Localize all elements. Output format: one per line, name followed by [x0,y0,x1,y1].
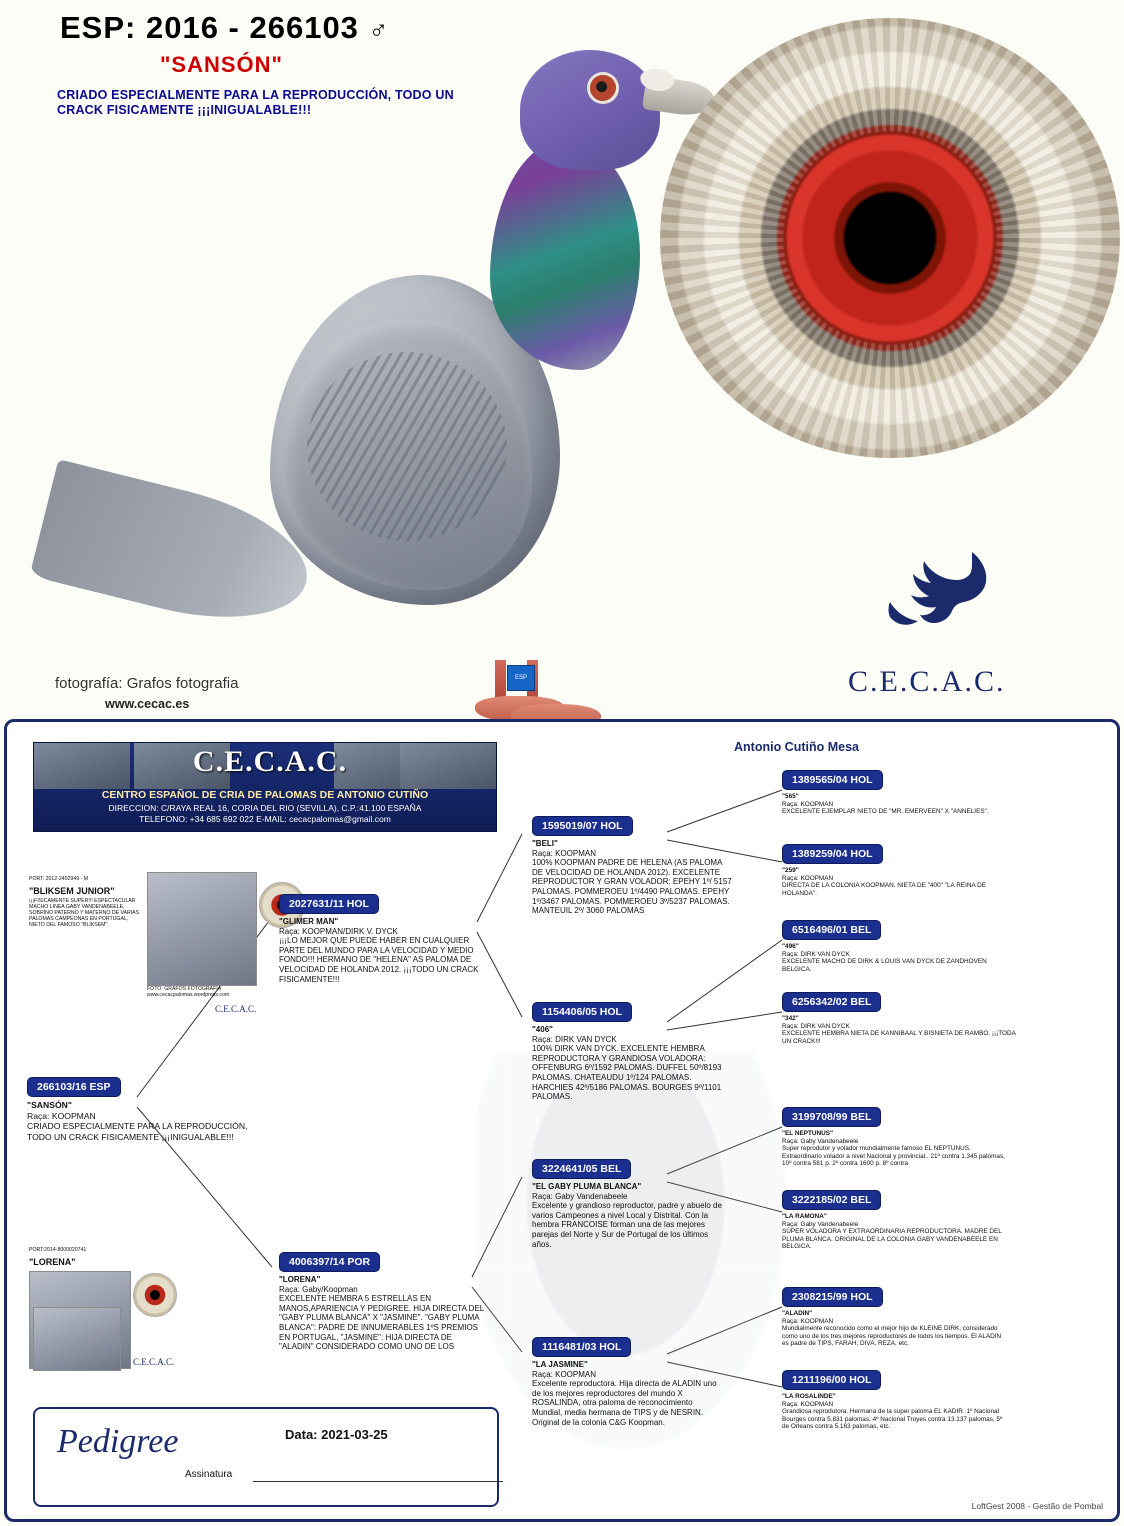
pigeon-neck [490,140,640,370]
node-name: "259" [782,867,799,874]
node-text: Grandiosa reprodutora. Hermana de la super paloma EL KADIR. 1º Nacional Bourges contra 5.831 palomas, 4º Nacional Troyes contra 13.137 palomas, 5º de Orleans contra 5.163 palomas, etc. [782,1408,1003,1431]
pedigree-node-gp-3[interactable] [532,1159,724,1249]
node-body [782,793,997,816]
node-ring-tag[interactable]: 1116481/03 HOL [532,1337,631,1357]
pedigree-node-gp-2[interactable] [532,1002,732,1102]
pedigree-node-ggp-5[interactable] [782,1107,1007,1168]
node-name: "BELI" [532,839,558,848]
node-text: Excelente y grandioso reproductor, padre y abuelo de varios Campeones a nivel Local y Distrital. Con la hembra FRANCOISE forman una de las mejores parejas del Norte y Sur de Portugal de los últimos años. [532,1201,722,1249]
node-text: EXCELENTE EJEMPLAR NIETO DE "MR. EMERVEEN" X "ANNELIES". [782,808,989,816]
pedigree-node-subject[interactable] [27,1077,267,1142]
node-name: "EL NEPTUNUS" [782,1130,834,1137]
node-ring-tag[interactable]: 1389259/04 HOL [782,844,883,864]
loftgest-credit: LoftGest 2008 - Gestão de Pombal [971,1501,1103,1511]
node-name: "LA JASMINE" [532,1360,588,1369]
node-body [782,1015,1017,1045]
node-text: EXCELENTE HEMBRA 5 ESTRELLAS EN MANOS,APARIENCIA Y PEDIGREE. HIJA DIRECTA DEL "GABY PLUMA BLANCA" X "JASMINE". "GABY PLUMA BLANCA": PADRE DE INNUMERABLES 1ºS PREMIOS EN PORTUGAL, "JASMINE": HIJA DIRECTA DE "ALADIN" CONSIDERADO COMO UNO DE LOS [279,1294,484,1352]
node-body [279,1275,484,1352]
banner-address [34,803,496,825]
side-card-photo-2 [33,1307,121,1371]
banner-subtitle: CENTRO ESPAÑOL DE CRIA DE PALOMAS DE ANTONIO CUTIÑO [101,789,429,801]
pigeon-photo-panel [0,0,1124,718]
pedigree-panel [4,719,1120,1522]
ring-number: ESP: 2016 - 266103 [60,10,359,45]
node-text: Super reprodutor y volador mundialmente famoso EL NEPTUNUS. Extraordinario volador a nivel Nacional y provincial.. 21º contra 1.345 palomas, 10º contra 581 p. 2º contra 1600 p. 8º contra [782,1145,1005,1168]
pigeon-illustration [20,20,680,710]
node-ring-tag[interactable]: 266103/16 ESP [27,1077,121,1097]
node-race: Raça: DIRK VAN DYCK [782,950,850,958]
node-name: "496" [782,943,799,950]
node-name: "406" [532,1025,553,1034]
node-race: Raça: KOOPMAN/DIRK V. DYCK [279,926,398,936]
node-ring-tag[interactable]: 6256342/02 BEL [782,992,881,1012]
pedigree-node-dam[interactable] [279,1252,484,1352]
node-body [279,917,479,984]
pedigree-node-ggp-2[interactable] [782,844,997,897]
node-text: ¡¡¡LO MEJOR QUE PUEDE HABER EN CUALQUIER PARTE DEL MUNDO PARA LA VELOCIDAD Y MEDIO FONDO!!! HERMANO DE "HELENA" AS PALOMA DE VELOCIDAD DE HOLANDA 2012. ¡¡¡TODO UN CRACK FISICAMENTE!!! [279,936,479,984]
node-ring-tag[interactable]: 3224641/05 BEL [532,1159,631,1179]
signature-line[interactable] [253,1481,503,1482]
pedigree-node-gp-4[interactable] [532,1337,724,1427]
node-text: EXCELENTE MACHO DE DIRK & LOUIS VAN DYCK DE ZANDHOVEN BELGICA. [782,958,987,973]
node-name: "565" [782,793,799,800]
node-text: Mundialmente reconocido como el mejor hijo de KLEINE DIRK, considerado como uno de los tres mejores reproductores de todos los tiempos. El ALADIN es padre de TIPS, FARAH, DIVA, REZA, etc. [782,1325,1002,1348]
leg-ring: ESP [507,665,535,691]
node-name: "GLIMER MAN" [279,917,339,926]
side-card-text: ¡¡¡FISICAMENTE SUPER!!! ESPECTACULAR MACHO LINEA GABY VANDENABEELE, SOBRINO PATERNO Y MATERNO DE VARIAS PALOMAS CAMPEONAS EN PORTUGAL, NIETO DEL FAMOSO "BLIKSEM". [29,898,140,928]
pedigree-node-gp-1[interactable] [532,816,732,916]
node-race: Raça: Gaby Vandenabeele [782,1220,859,1228]
pedigree-node-sire[interactable] [279,894,479,984]
side-card-photo [147,872,257,986]
node-body [532,1182,724,1249]
banner-address-line: DIRECCION: C/RAYA REAL 16, CORIA DEL RIO (SEVILLA), C.P.:41.100 ESPAÑA [108,803,422,813]
side-card-name: "LORENA" [29,1257,76,1267]
node-name: "SANSÓN" [27,1100,72,1110]
eye-macro-photo [660,18,1120,458]
pedigree-node-ggp-8[interactable] [782,1370,1007,1431]
side-card-logo: C.E.C.A.C. [215,1004,257,1014]
breeder-name: Antonio Cutiño Mesa [734,740,859,754]
pedigree-node-ggp-6[interactable] [782,1190,1007,1251]
banner-contact-line: TELEFONO: +34 685 692 022 E-MAIL: cecacpalomas@gmail.com [139,814,391,824]
node-ring-tag[interactable]: 3199708/99 BEL [782,1107,881,1127]
node-race: Raça: DIRK VAN DYCK [532,1034,617,1044]
node-ring-tag[interactable]: 3222185/02 BEL [782,1190,881,1210]
node-body [782,1130,1007,1168]
pedigree-footer-box [33,1407,499,1507]
website-url: www.cecac.es [105,697,190,711]
banner-title: C.E.C.A.C. [192,745,348,778]
node-text: DIRECTA DE LA COLONIA KOOPMAN. NIETA DE "400" "LA REINA DE HOLANDA". [782,882,987,897]
pedigree-word: Pedigree [57,1423,179,1460]
node-race: Raça: KOOPMAN [782,800,834,808]
node-name: "LORENA" [279,1275,321,1284]
pigeon-nickname: "SANSÓN" [160,52,283,77]
node-race: Raça: KOOPMAN [532,1369,597,1379]
pigeon-head [520,50,660,170]
node-name: "EL GABY PLUMA BLANCA" [532,1182,642,1191]
node-ring-tag[interactable]: 4006397/14 POR [279,1252,380,1272]
cecac-logo-text: C.E.C.A.C. [848,665,1006,698]
side-card-bliksem-junior [29,872,289,1022]
page-title [60,10,389,46]
pigeon-wing [282,320,532,590]
node-race: Raça: Gaby Vandenabeele [532,1191,628,1201]
signature-label: Assinatura [185,1469,233,1480]
node-ring-tag[interactable]: 1211196/00 HOL [782,1370,881,1390]
node-name: "LA ROSALINDE" [782,1393,836,1400]
node-text: EXCELENTE HEMBRA NIETA DE KANNIBAAL Y BISNIETA DE RAMBO. ¡¡¡TODA UN CRACK!!! [782,1030,1016,1045]
pedigree-node-ggp-7[interactable] [782,1287,1007,1348]
pedigree-node-ggp-4[interactable] [782,992,1017,1045]
node-text: SÚPER VOLADORA Y EXTRAORDINARIA REPRODUCTORA. MADRE DEL PLUMA BLANCA. ORIGINAL DE LA COLONIA GABY VANDENABEELE EN BELGICA. [782,1228,1002,1251]
node-ring-tag[interactable]: 2027631/11 HOL [279,894,379,914]
node-ring-tag[interactable]: 1595019/07 HOL [532,816,633,836]
node-name: "342" [782,1015,799,1022]
node-body [532,1025,732,1102]
pedigree-node-ggp-1[interactable] [782,770,997,816]
node-body [532,1360,724,1427]
node-race: Raça: KOOPMAN [27,1110,96,1121]
photo-credit: fotografía: Grafos fotografia [55,675,239,692]
pigeon-description: CRIADO ESPECIALMENTE PARA LA REPRODUCCIÓN, TODO UN CRACK FISICAMENTE ¡¡¡INIGUALABLE!!! [57,88,454,117]
node-ring-tag[interactable]: 1389565/04 HOL [782,770,883,790]
node-race: Raça: KOOPMAN [782,1400,834,1408]
node-race: Raça: DIRK VAN DYCK [782,1022,850,1030]
node-body [782,1213,1007,1251]
node-race: Raça: Gaby Vandenabeele [782,1137,859,1145]
node-text: Excelente reproductora. Hija directa de ALADIN uno de los mejores reproductores del mundo X ROSALINDA, otra paloma de reconocimiento Mundial, media hermana de TIPS y de NESRIN. Original de la colonia C&G Koopman. [532,1379,717,1427]
dove-logo-icon [880,540,1000,650]
side-card-credit: FOTO: GRAFOS FOTOGRAFIA www.cecacpalomas.wordpress.com [147,986,230,998]
node-ring-tag[interactable]: 1154406/05 HOL [532,1002,632,1022]
node-body [782,867,997,897]
node-name: "LA RAMONA" [782,1213,827,1220]
node-body [782,943,997,973]
node-body [27,1100,267,1142]
node-text: CRIADO ESPECIALMENTE PARA LA REPRODUCCIÓN, TODO UN CRACK FISICAMENTE ¡¡¡INIGUALABLE!!! [27,1121,248,1142]
node-body [532,839,732,916]
sex-symbol: ♂ [368,14,390,44]
node-text: 100% DIRK VAN DYCK. EXCELENTE HEMBRA REPRODUCTORA Y GRANDIOSA VOLADORA: OFFENBURG 6º/1592 PALOMAS. DUFFEL 50º/8193 PALOMAS. CHATEAUDU 1º/124 PALOMAS. HARCHIES 42º/5186 PALOMAS. BOURGES 9º/1101 PALOMAS. [532,1044,722,1102]
node-race: Raça: KOOPMAN [782,1317,834,1325]
side-card-port: PORT: 2012-2402949 - M [29,876,89,882]
pigeon-eye [590,75,616,101]
pedigree-node-ggp-3[interactable] [782,920,997,973]
side-card-lorena [29,1247,289,1397]
cecac-banner [33,742,497,832]
banner-photo-1 [34,743,130,789]
node-text: 100% KOOPMAN PADRE DE HELENA (AS PALOMA DE VELOCIDAD DE HOLANDA 2012). EXCELENTE REPRODUCTOR Y GRAN VOLADOR: EPEHY 1º/ 5157 PALOMAS. POMMEROEU 1º/4490 PALOMAS. EPEHY 1º/3467 PALOMAS. POMMEROEU 3º/5237 PALOMAS. MANTEUIL 2º/ 3060 PALOMAS [532,858,732,916]
side-card-eye-photo [133,1273,177,1317]
side-card-port: PORT:2014-8000020741 [29,1247,87,1253]
node-body [782,1310,1007,1348]
node-race: Raça: Gaby/Koopman [279,1284,358,1294]
node-ring-tag[interactable]: 2308215/99 HOL [782,1287,883,1307]
pedigree-date: Data: 2021-03-25 [285,1427,388,1442]
node-ring-tag[interactable]: 6516496/01 BEL [782,920,881,940]
node-body [782,1393,1007,1431]
side-card-logo: C.E.C.A.C. [133,1357,175,1367]
side-card-name: "BLIKSEM JUNIOR" [29,886,115,896]
node-race: Raça: KOOPMAN [532,848,597,858]
node-name: "ALADIN" [782,1310,813,1317]
node-race: Raça: KOOPMAN [782,874,834,882]
